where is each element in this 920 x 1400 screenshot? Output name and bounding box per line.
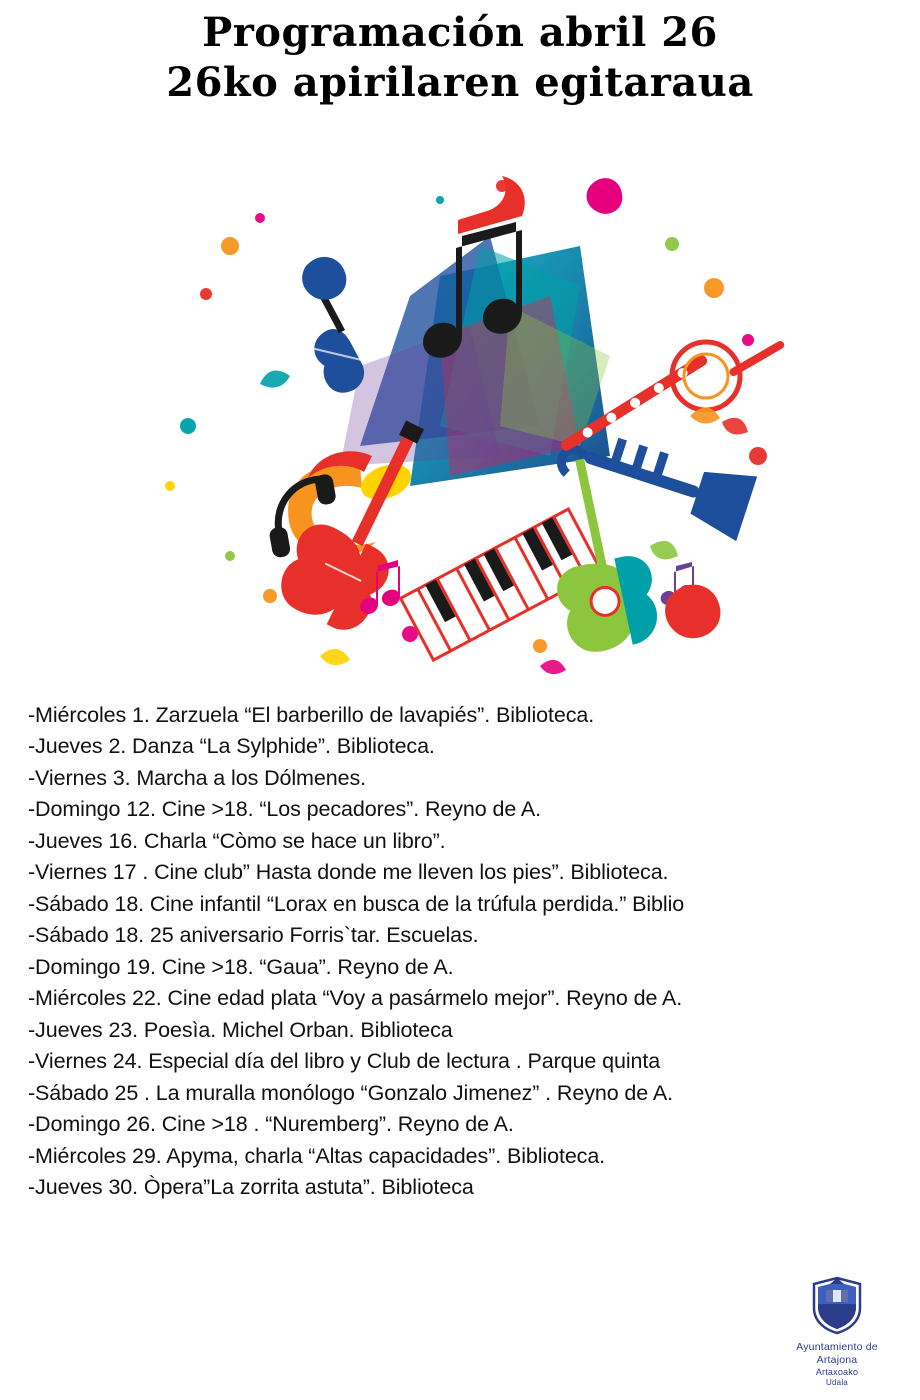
- title-line-es: Programación abril 26: [202, 9, 718, 56]
- list-item: -Miércoles 1. Zarzuela “El barberillo de lavapiés”. Biblioteca.: [28, 703, 595, 727]
- list-item: -Sábado 25 . La muralla monólogo “Gonzalo Jimenez” . Reyno de A.: [28, 1080, 673, 1105]
- footer-line-1: Ayuntamiento de Artajona: [796, 1340, 878, 1366]
- footer-logo: [778, 1274, 896, 1389]
- list-item: -Viernes 24. Especial día del libro y Club de lectura . Parque quinta: [28, 1049, 661, 1074]
- list-item: -Sábado 18. 25 aniversario Forris`tar. Escuelas.: [28, 923, 479, 948]
- footer-text: [778, 1341, 896, 1389]
- list-item: -Viernes 17 . Cine club” Hasta donde me lleven los pies”. Biblioteca.: [28, 860, 669, 885]
- list-item: -Jueves 30. Òpera”La zorrita astuta”. Biblioteca: [28, 1175, 474, 1200]
- list-item: -Sábado 18. Cine infantil “Lorax en busca de la trúfula perdida.” Biblio: [28, 891, 685, 916]
- music-instruments-collage: [0, 126, 920, 686]
- footer-line-2: Artaxoako: [815, 1366, 859, 1377]
- list-item: -Domingo 12. Cine >18. “Los pecadores”. Reyno de A.: [28, 797, 541, 822]
- list-item: -Jueves 23. Poesìa. Michel Orban. Biblioteca: [28, 1017, 453, 1042]
- list-item: -Viernes 3. Marcha a los Dólmenes.: [28, 765, 366, 790]
- list-item: -Jueves 16. Charla “Còmo se hace un libro”.: [28, 828, 446, 853]
- list-item: -Domingo 19. Cine >18. “Gaua”. Reyno de A.: [28, 954, 454, 979]
- artajona-coat-of-arms-icon: [806, 1274, 868, 1336]
- title-line-eu: 26ko apirilaren egitaraua: [166, 59, 754, 106]
- list-item: -Miércoles 22. Cine edad plata “Voy a pasármelo mejor”. Reyno de A.: [28, 986, 683, 1011]
- list-item: -Jueves 2. Danza “La Sylphide”. Biblioteca.: [28, 734, 435, 759]
- footer-line-3: Udala: [826, 1378, 848, 1387]
- list-item: -Domingo 26. Cine >18 . “Nuremberg”. Reyno de A.: [28, 1112, 514, 1137]
- list-item: -Miércoles 29. Apyma, charla “Altas capacidades”. Biblioteca.: [28, 1143, 606, 1168]
- program-list: [0, 700, 920, 1204]
- page-title: [0, 0, 920, 108]
